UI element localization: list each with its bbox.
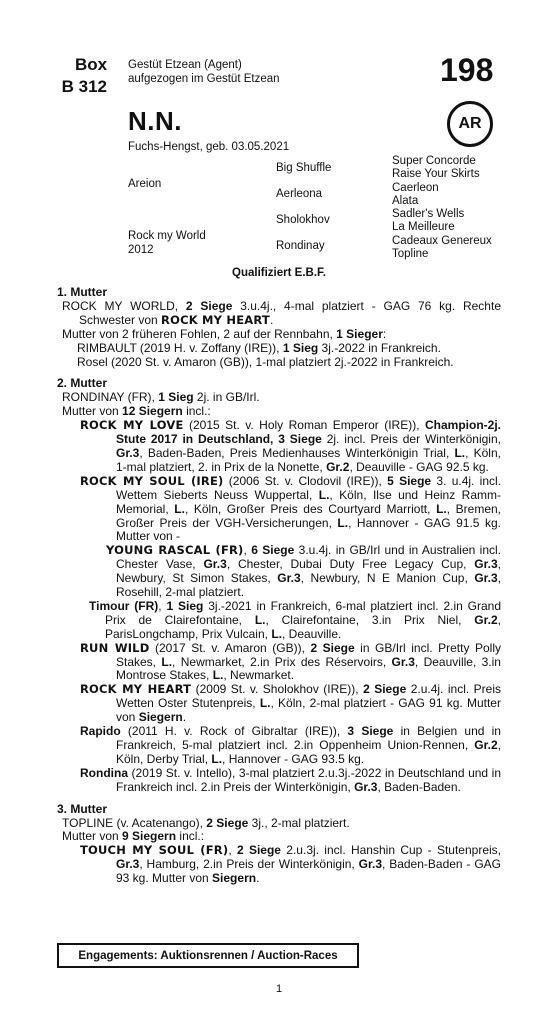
dam-entry: TOPLINE (v. Acatenango), 2 Siege 3j., 2-mal platziert. [62, 815, 350, 830]
dam-lines [57, 286, 501, 894]
pedigree-g3-item: Sadler's Wells [392, 208, 465, 221]
pedigree-sire-sire: Big Shuffle [276, 162, 332, 174]
third-dam-section [57, 803, 501, 886]
pedigree-g3-item: Alata [392, 194, 419, 207]
pedigree-g3-item: La Meilleure [392, 221, 455, 234]
horse-name: N.N. [128, 106, 182, 136]
produce-entry: Rondina (2019 St. v. Intello), 3-mal platziert 2.u.3j.-2022 in Deutschland und in Frankreich incl. 2.in Preis der Winterkönigin, Gr.3, Baden-Baden. [80, 765, 501, 794]
box-number: B 312 [61, 77, 107, 96]
pedigree-dam-sire: Sholokhov [276, 214, 330, 226]
pedigree-dam-year: 2012 [128, 244, 154, 256]
pedigree-g3-item: Super Concorde [392, 155, 476, 167]
produce-entry: RIMBAULT (2019 H. v. Zoffany (IRE)), 1 Sieg 3j.-2022 in Frankreich. [77, 340, 441, 355]
produce-entry: TOUCH MY SOUL (FR), 2 Siege 2.u.3j. incl. Hanshin Cup - Stutenpreis, Gr.3, Hamburg, 2.in Preis der Winterkönigin, Gr.3, Baden-Baden - GAG 93 kg. Mutter von Siegern. [80, 843, 501, 886]
produce-entry: YOUNG RASCAL (FR), 6 Siege 3.u.4j. in GB/Irl und in Australien incl. Chester Vase, Gr.3, Chester, Dubai Duty Free Legacy Cup, Gr.3, Newbury, St Simon Stakes, Gr.3, Newbury, N E Manion Cup, Gr.3, Rosehill, 2-mal platziert. [106, 543, 502, 600]
consignor: Gestüt Etzean (Agent) [128, 59, 242, 71]
lot-number: 198 [440, 52, 494, 88]
raised-at: aufgezogen im Gestüt Etzean [128, 73, 280, 85]
pedigree-dam-dam: Rondinay [276, 240, 325, 252]
page-number: 1 [275, 983, 283, 995]
produce-entry: ROCK MY SOUL (IRE) (2006 St. v. Clodovil (IRE)), 5 Siege 3. u.4j. incl. Wettem Sieberts Neuss Wuppertal, L., Köln, Ilse und Heinz Ramm-Memorial, L., Köln, Großer Preis des Courtyard Marriott, L., Bremen, Großer Preis der VGH-Versicherungen, L., Hannover - GAG 91.5 kg. Mutter von - [80, 473, 502, 544]
produce-entry: ROCK MY LOVE (2015 St. v. Holy Roman Emperor (IRE)), Champion-2j. Stute 2017 in Deutschland, 3 Siege 2j. incl. Preis der Winterkönigin, Gr.3, Baden-Baden, Preis Medienhauses Winterkönigin Trial, L., Köln, 1-mal platziert, 2. in Prix de la Nonette, Gr.2, Deauville - GAG 92.5 kg. [80, 418, 501, 474]
produce-entry: Rapido (2011 H. v. Rock of Gibraltar (IRE)), 3 Siege in Belgien und in Frankreich, 5-mal platziert incl. 2.in Oppenheim Union-Rennen, Gr.2, Köln, Derby Trial, L., Hannover - GAG 93.5 kg. [80, 724, 501, 766]
produce-summary: Mutter von 2 früheren Fohlen, 2 auf der Rennbahn, 1 Sieger: [62, 326, 387, 341]
pedigree-sire: Areion [128, 178, 162, 190]
engagements-box: Engagements: Auktionsrennen / Auction-Races [57, 943, 359, 968]
ar-badge: AR [447, 101, 493, 147]
pedigree-g3-item: Raise Your Skirts [392, 168, 480, 181]
pedigree-sire-dam: Aerleona [276, 188, 323, 200]
pedigree-g3-item: Topline [392, 248, 429, 261]
section-title: 3. Mutter [57, 801, 108, 816]
produce-entry: Timour (FR), 1 Sieg 3j.-2021 in Frankreich, 6-mal platziert incl. 2.in Grand Prix de Clairefontaine, L., Clairefontaine, 3.in Prix Niel, Gr.2, ParisLongchamp, Prix Vulcain, L., Deauville. [89, 598, 501, 641]
consignor-info [128, 58, 280, 86]
section-title: 2. Mutter [57, 376, 108, 391]
dam-entry: RONDINAY (FR), 1 Sieg 2j. in GB/Irl. [62, 390, 260, 405]
second-dam-section [57, 377, 501, 794]
produce-summary: Mutter von 12 Siegern incl.: [62, 404, 211, 419]
box-label: Box [75, 55, 108, 74]
pedigree-g3-item: Caerleon [392, 181, 439, 194]
section-title: 1. Mutter [57, 285, 108, 299]
produce-entry: RUN WILD (2017 St. v. Amaron (GB)), 2 Siege in GB/Irl incl. Pretty Polly Stakes, L., Newmarket, 2.in Prix des Réservoirs, Gr.3, Deauville, 3.in Montrose Stakes, L., Newmarket. [80, 640, 501, 683]
produce-entry: ROCK MY HEART (2009 St. v. Sholokhov (IRE)), 2 Siege 2.u.4j. incl. Preis Wetten Oster Stutenpreis, L., Köln, 2-mal platziert - GAG 91 kg. Mutter von Siegern. [80, 682, 501, 725]
pedigree-g3-item: Cadeaux Genereux [392, 234, 492, 247]
first-dam-section [57, 286, 501, 369]
pedigree-dam: Rock my World [128, 230, 206, 242]
qualification: Qualifiziert E.B.F. [232, 267, 326, 279]
dam-entry: ROCK MY WORLD, 2 Siege 3.u.4j., 4-mal platziert - GAG 76 kg. Rechte Schwester von ROCK MY HEART. [62, 298, 501, 327]
pedigree-third-generation [392, 155, 492, 261]
produce-summary: Mutter von 9 Siegern incl.: [62, 829, 205, 844]
produce-entry: Rosel (2020 St. v. Amaron (GB)), 1-mal platziert 2j.-2022 in Frankreich. [77, 354, 454, 369]
sex-color-birth: Fuchs-Hengst, geb. 03.05.2021 [128, 141, 290, 153]
